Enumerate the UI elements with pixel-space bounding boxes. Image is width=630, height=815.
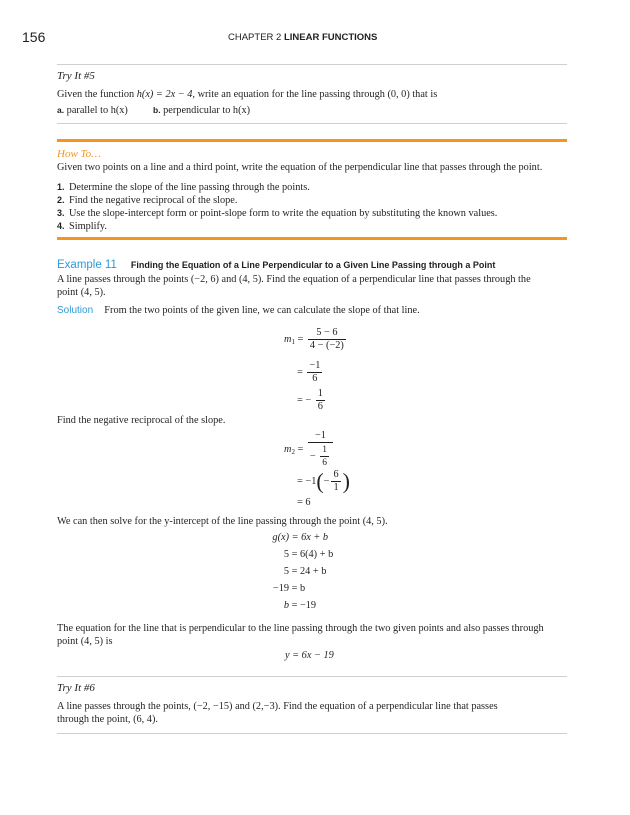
m2-subscript: 2 <box>291 447 295 456</box>
m2-line2-neg: − <box>323 475 330 487</box>
example-heading <box>57 255 495 273</box>
howto-top-rule <box>57 139 567 142</box>
m2-symbol: m <box>284 443 292 455</box>
m1-fraction <box>307 360 322 385</box>
solution-label: Solution <box>57 305 94 316</box>
m2-line1 <box>284 430 335 469</box>
m1-line1 <box>284 327 348 352</box>
try6-label: Try It #6 <box>57 682 95 694</box>
m1-symbol: m <box>284 333 292 345</box>
m1-numerator: 1 <box>317 388 323 399</box>
try6-top-rule <box>57 676 567 677</box>
m1-subscript: 1 <box>291 337 295 346</box>
solve-lhs: 5 <box>283 549 289 560</box>
howto-step <box>57 207 497 220</box>
m1-fraction <box>316 388 325 413</box>
final-equation: y = 6x − 19 <box>285 650 334 661</box>
try6-prompt <box>57 700 498 726</box>
solve-lhs: −19 <box>272 583 289 594</box>
try5-part-b-text: perpendicular to h(x) <box>163 105 251 116</box>
m1-denominator: 4 − (−2) <box>309 340 344 351</box>
m2-inner-numerator: 1 <box>322 445 328 455</box>
example-problem-line: A line passes through the points (−2, 6) and (4, 5). Find the equation of a perpendicular line that passes through the <box>57 274 531 285</box>
m2-line2-prefix: = −1 <box>297 475 317 487</box>
solve-block <box>255 531 333 616</box>
m2-line2-numerator: 6 <box>333 469 339 480</box>
conclusion-line: point (4, 5) is <box>57 636 113 647</box>
conclusion-line: The equation for the line that is perpendicular to the line passing through the two given points and also passes through <box>57 623 544 634</box>
m2-equals: = <box>297 443 304 455</box>
solve-line <box>255 531 333 548</box>
howto-intro: Given two points on a line and a third point, write the equation of the perpendicular line that passes through the point. <box>57 162 543 173</box>
m2-line3: = 6 <box>297 497 311 508</box>
m1-denominator: 6 <box>317 401 323 412</box>
howto-step-number: 2. <box>57 195 65 205</box>
howto-step-number: 4. <box>57 221 65 231</box>
conclusion <box>57 622 544 648</box>
solve-lhs: 5 <box>283 566 289 577</box>
page-number: 156 <box>22 29 46 45</box>
m2-line2-fraction <box>331 469 340 494</box>
m2-denominator-neg: − <box>309 450 316 462</box>
try5-part-a-letter: a. <box>57 105 65 115</box>
solve-line <box>255 599 333 616</box>
solve-rhs: = 6x + b <box>291 532 329 543</box>
m2-line2-denominator: 1 <box>333 482 339 493</box>
solve-line <box>255 548 333 565</box>
m2-line2 <box>297 469 350 494</box>
m1-line2 <box>297 360 324 385</box>
chapter-label: CHAPTER 2 <box>228 32 282 43</box>
example-problem-line: point (4, 5). <box>57 287 106 298</box>
m1-neg-equals: = − <box>297 394 312 406</box>
howto-step <box>57 194 497 207</box>
solve-rhs: = 6(4) + b <box>291 549 334 560</box>
solve-line <box>255 582 333 599</box>
try6-line: A line passes through the points, (−2, −15) and (2,−3). Find the equation of a perpendicular line that passes <box>57 701 498 712</box>
solve-rhs: = −19 <box>291 600 317 611</box>
try5-prompt-after: , write an equation for the line passing through (0, 0) that is <box>192 89 438 100</box>
howto-step <box>57 181 497 194</box>
m1-equals: = <box>297 366 303 378</box>
try5-parts <box>57 104 250 117</box>
chapter-title: LINEAR FUNCTIONS <box>283 32 378 43</box>
running-header <box>228 32 377 43</box>
howto-step-text: Determine the slope of the line passing through the points. <box>69 182 310 193</box>
solve-lhs: g(x) <box>272 532 289 543</box>
try5-part-b-letter: b. <box>153 105 161 115</box>
solve-rhs: = 24 + b <box>291 566 327 577</box>
m2-fraction <box>308 430 333 469</box>
solution-text: From the two points of the given line, we can calculate the slope of that line. <box>104 305 420 316</box>
solution-intro <box>57 304 420 317</box>
howto-step-number: 1. <box>57 182 65 192</box>
howto-step <box>57 220 497 233</box>
m1-numerator: 5 − 6 <box>308 327 346 340</box>
m1-numerator: −1 <box>309 360 321 371</box>
try6-line: through the point, (6, 4). <box>57 714 158 725</box>
m1-line3 <box>297 388 327 413</box>
example-label: Example 11 <box>57 259 117 271</box>
m2-inner-denominator: 6 <box>322 458 328 468</box>
solve-line <box>255 565 333 582</box>
m2-numerator: −1 <box>308 430 333 443</box>
try5-bottom-rule <box>57 123 567 124</box>
howto-step-number: 3. <box>57 208 65 218</box>
howto-step-text: Simplify. <box>69 221 107 232</box>
try5-part-a-text: parallel to h(x) <box>66 105 128 116</box>
howto-step-list <box>57 181 497 233</box>
solve-rhs: = b <box>291 583 306 594</box>
try6-bottom-rule <box>57 733 567 734</box>
try5-label: Try It #5 <box>57 70 95 82</box>
howto-step-text: Use the slope-intercept form or point-slope form to write the equation by substituting the known values. <box>69 208 498 219</box>
neg-recip-text: Find the negative reciprocal of the slope. <box>57 415 226 426</box>
left-paren: ( <box>316 468 324 494</box>
m2-inner-fraction <box>320 444 329 469</box>
m2-denominator <box>308 443 333 469</box>
try5-top-rule <box>57 64 567 65</box>
howto-bottom-rule <box>57 237 567 240</box>
m1-fraction <box>308 327 346 352</box>
solve-lhs: b <box>283 600 289 611</box>
howto-label: How To… <box>57 148 101 160</box>
try5-prompt <box>57 88 437 101</box>
howto-step-text: Find the negative reciprocal of the slope. <box>69 195 238 206</box>
example-problem <box>57 273 531 299</box>
try5-prompt-func: h(x) = 2x − 4 <box>136 89 193 100</box>
right-paren: ) <box>342 468 350 494</box>
example-title: Finding the Equation of a Line Perpendicular to a Given Line Passing through a Point <box>130 260 496 270</box>
yint-text: We can then solve for the y-intercept of the line passing through the point (4, 5). <box>57 516 388 527</box>
m1-equals: = <box>297 333 304 345</box>
try5-prompt-before: Given the function <box>57 89 137 100</box>
m1-denominator: 6 <box>312 373 318 384</box>
